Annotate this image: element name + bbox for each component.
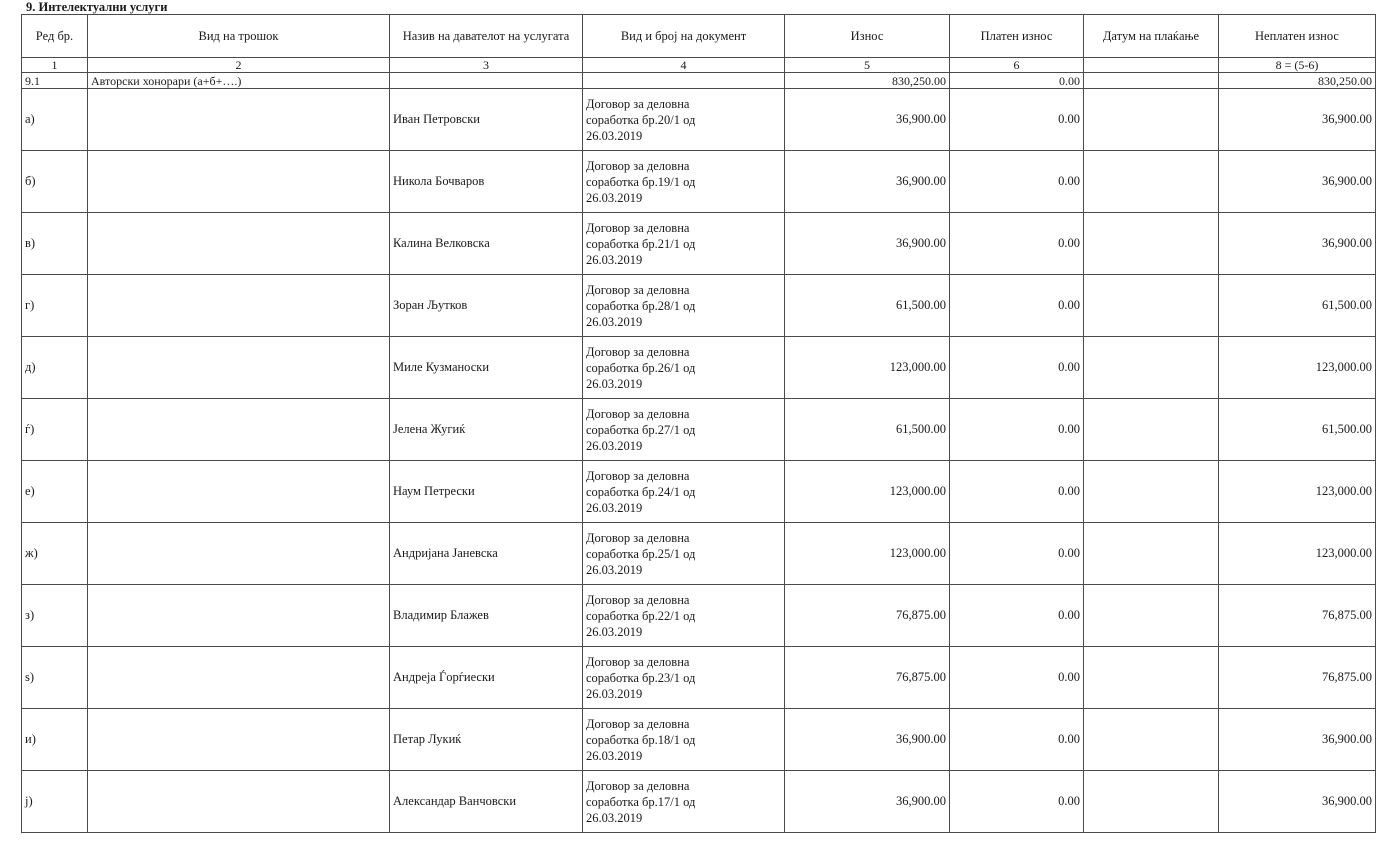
row-date [1084,89,1219,151]
row-provider: Миле Кузманоски [390,337,583,399]
document-line: 26.03.2019 [586,376,643,391]
row-amount: 61,500.00 [785,275,950,337]
document-line: 26.03.2019 [586,128,643,143]
row-date [1084,709,1219,771]
row-document [583,213,785,275]
column-number: 4 [583,58,785,73]
row-document [583,771,785,833]
row-amount: 123,000.00 [785,523,950,585]
row-paid: 0.00 [950,275,1084,337]
row-date [1084,151,1219,213]
row-provider: Калина Велковска [390,213,583,275]
row-paid: 0.00 [950,771,1084,833]
document-line: Договор за деловна [586,96,690,111]
summary-provider [390,73,583,89]
row-no: д) [22,337,88,399]
row-no: г) [22,275,88,337]
row-document [583,337,785,399]
row-provider: Наум Петрески [390,461,583,523]
row-paid: 0.00 [950,89,1084,151]
row-amount: 36,900.00 [785,89,950,151]
summary-no: 9.1 [22,73,88,89]
summary-document [583,73,785,89]
column-number [1084,58,1219,73]
row-amount: 36,900.00 [785,213,950,275]
row-provider: Александар Ванчовски [390,771,583,833]
column-number: 6 [950,58,1084,73]
row-no: и) [22,709,88,771]
row-paid: 0.00 [950,647,1084,709]
row-unpaid: 61,500.00 [1219,275,1376,337]
document-line: Договор за деловна [586,220,690,235]
document-line: 26.03.2019 [586,748,643,763]
row-no: ж) [22,523,88,585]
table-row [22,585,1376,647]
row-unpaid: 123,000.00 [1219,461,1376,523]
row-document [583,89,785,151]
column-number: 3 [390,58,583,73]
row-date [1084,399,1219,461]
row-type [88,461,390,523]
row-document [583,461,785,523]
document-line: Договор за деловна [586,468,690,483]
table-row [22,275,1376,337]
document-line: Договор за деловна [586,344,690,359]
row-unpaid: 123,000.00 [1219,337,1376,399]
row-unpaid: 36,900.00 [1219,151,1376,213]
row-provider: Андријана Јаневска [390,523,583,585]
column-number: 2 [88,58,390,73]
document-line: соработка бр.27/1 од [586,422,696,437]
row-provider: Јелена Жугиќ [390,399,583,461]
document-line: 26.03.2019 [586,624,643,639]
row-type [88,151,390,213]
document-line: Договор за деловна [586,282,690,297]
document-line: соработка бр.22/1 од [586,608,696,623]
row-provider: Иван Петровски [390,89,583,151]
row-no: ј) [22,771,88,833]
document-line: соработка бр.25/1 од [586,546,696,561]
document-line: Договор за деловна [586,530,690,545]
row-unpaid: 76,875.00 [1219,647,1376,709]
header-cell-paid: Платен износ [950,15,1084,58]
row-type [88,275,390,337]
row-type [88,337,390,399]
row-no: б) [22,151,88,213]
row-paid: 0.00 [950,461,1084,523]
column-number: 1 [22,58,88,73]
row-date [1084,523,1219,585]
row-date [1084,461,1219,523]
row-no: ѓ) [22,399,88,461]
row-amount: 76,875.00 [785,585,950,647]
row-document [583,585,785,647]
document-line: соработка бр.28/1 од [586,298,696,313]
document-line: соработка бр.24/1 од [586,484,696,499]
expense-table [21,14,1376,833]
row-unpaid: 76,875.00 [1219,585,1376,647]
document-line: 26.03.2019 [586,562,643,577]
row-no: е) [22,461,88,523]
header-row [22,15,1376,58]
row-document [583,647,785,709]
row-unpaid: 123,000.00 [1219,523,1376,585]
section-title: 9. Интелектуални услуги [26,0,168,14]
table-row [22,213,1376,275]
summary-row [22,73,1376,89]
summary-type: Авторски хонорари (а+б+….) [88,73,390,89]
header-cell-amount: Износ [785,15,950,58]
row-provider: Владимир Блажев [390,585,583,647]
document-line: соработка бр.18/1 од [586,732,696,747]
summary-amount: 830,250.00 [785,73,950,89]
row-document [583,399,785,461]
document-line: 26.03.2019 [586,190,643,205]
column-number: 5 [785,58,950,73]
row-paid: 0.00 [950,213,1084,275]
header-cell-document: Вид и број на документ [583,15,785,58]
row-amount: 123,000.00 [785,337,950,399]
row-type [88,771,390,833]
row-paid: 0.00 [950,399,1084,461]
document-line: соработка бр.26/1 од [586,360,696,375]
row-type [88,213,390,275]
table-row [22,709,1376,771]
document-line: 26.03.2019 [586,438,643,453]
document-line: соработка бр.23/1 од [586,670,696,685]
row-amount: 61,500.00 [785,399,950,461]
document-line: Договор за деловна [586,778,690,793]
row-amount: 76,875.00 [785,647,950,709]
row-paid: 0.00 [950,709,1084,771]
header-cell-date: Датум на плаќање [1084,15,1219,58]
document-line: соработка бр.19/1 од [586,174,696,189]
row-unpaid: 36,900.00 [1219,771,1376,833]
row-provider: Андреја Ѓорѓиески [390,647,583,709]
summary-date [1084,73,1219,89]
row-provider: Петар Лукиќ [390,709,583,771]
row-no: ѕ) [22,647,88,709]
row-unpaid: 36,900.00 [1219,709,1376,771]
row-no: з) [22,585,88,647]
document-line: Договор за деловна [586,592,690,607]
column-number: 8 = (5-6) [1219,58,1376,73]
table-row [22,399,1376,461]
document-line: Договор за деловна [586,158,690,173]
row-date [1084,585,1219,647]
table-row [22,523,1376,585]
row-amount: 36,900.00 [785,151,950,213]
document-line: 26.03.2019 [586,500,643,515]
row-paid: 0.00 [950,585,1084,647]
header-cell-unpaid: Неплатен износ [1219,15,1376,58]
row-no: а) [22,89,88,151]
table-row [22,647,1376,709]
row-type [88,585,390,647]
row-type [88,89,390,151]
table-row [22,771,1376,833]
document-line: 26.03.2019 [586,686,643,701]
row-unpaid: 36,900.00 [1219,89,1376,151]
row-no: в) [22,213,88,275]
row-unpaid: 61,500.00 [1219,399,1376,461]
row-document [583,275,785,337]
document-line: соработка бр.20/1 од [586,112,696,127]
row-paid: 0.00 [950,337,1084,399]
row-provider: Зоран Љутков [390,275,583,337]
document-line: 26.03.2019 [586,252,643,267]
row-paid: 0.00 [950,523,1084,585]
column-number-row [22,58,1376,73]
summary-unpaid: 830,250.00 [1219,73,1376,89]
row-provider: Никола Бочваров [390,151,583,213]
row-amount: 36,900.00 [785,771,950,833]
document-line: соработка бр.17/1 од [586,794,696,809]
row-date [1084,337,1219,399]
header-cell-type: Вид на трошок [88,15,390,58]
row-document [583,151,785,213]
table-row [22,89,1376,151]
row-document [583,523,785,585]
row-date [1084,213,1219,275]
row-type [88,523,390,585]
row-document [583,709,785,771]
row-date [1084,275,1219,337]
row-paid: 0.00 [950,151,1084,213]
row-unpaid: 36,900.00 [1219,213,1376,275]
row-type [88,399,390,461]
table-row [22,151,1376,213]
document-line: Договор за деловна [586,654,690,669]
row-date [1084,771,1219,833]
document-line: соработка бр.21/1 од [586,236,696,251]
row-type [88,709,390,771]
row-amount: 36,900.00 [785,709,950,771]
header-cell-no: Ред бр. [22,15,88,58]
summary-paid: 0.00 [950,73,1084,89]
table-row [22,337,1376,399]
row-date [1084,647,1219,709]
row-amount: 123,000.00 [785,461,950,523]
document-line: Договор за деловна [586,406,690,421]
table-row [22,461,1376,523]
document-line: Договор за деловна [586,716,690,731]
document-line: 26.03.2019 [586,314,643,329]
header-cell-provider: Назив на давателот на услугата [390,15,583,58]
document-line: 26.03.2019 [586,810,643,825]
row-type [88,647,390,709]
